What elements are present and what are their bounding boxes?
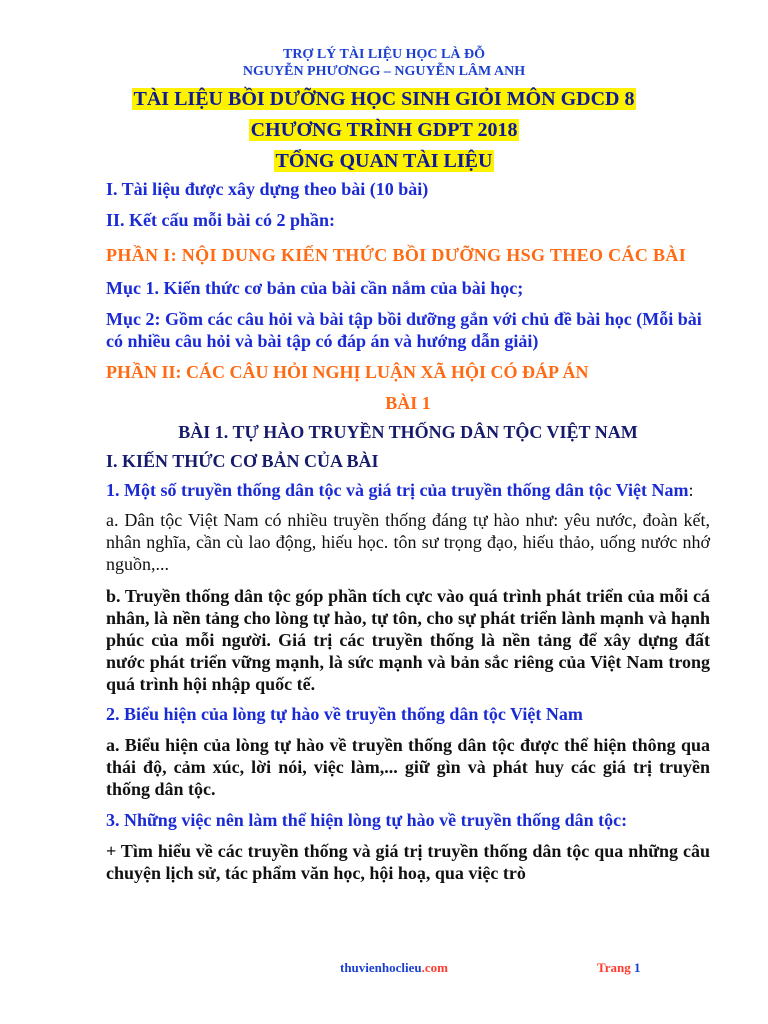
part-2-heading: PHẦN II: CÁC CÂU HỎI NGHỊ LUẬN XÃ HỘI CÓ ĐÁP ÁN	[106, 362, 589, 382]
heading-2: 2. Biểu hiện của lòng tự hào về truyền thống dân tộc Việt Nam	[106, 704, 583, 724]
heading-3: 3. Những việc nên làm thể hiện lòng tự hào về truyền thống dân tộc:	[106, 810, 628, 830]
title-highlight-1: TÀI LIỆU BỒI DƯỠNG HỌC SINH GIỎI MÔN GDCD 8	[133, 88, 635, 110]
paragraph-b: b. Truyền thống dân tộc góp phần tích cực vào quá trình phát triển của mỗi cá nhân, là nền tảng cho lòng tự hào, tự tôn, cho sự phát triển lành mạnh và hạnh phúc của mỗi người. Giá trị các truyền thống là nền tảng để xây dựng đất nước phát triển vững mạnh, là sức mạnh và bản sắc riêng của Việt Nam trong quá trình hội nhập quốc tế.	[106, 586, 710, 694]
title-highlight-3: TỔNG QUAN TÀI LIỆU	[275, 150, 493, 172]
footer-page-label: Trang	[597, 960, 634, 975]
muc-1: Mục 1. Kiến thức cơ bản của bài cần nắm của bài học;	[106, 278, 524, 298]
lesson-title: BÀI 1. TỰ HÀO TRUYỀN THỐNG DÂN TỘC VIỆT NAM	[178, 422, 638, 442]
document-body	[106, 178, 710, 884]
section-heading: I. KIẾN THỨC CƠ BẢN CỦA BÀI	[106, 451, 379, 471]
heading-1-text: 1. Một số truyền thống dân tộc và giá trị của truyền thống dân tộc Việt Nam	[106, 480, 689, 500]
overview-item-2: II. Kết cấu mỗi bài có 2 phần:	[106, 210, 336, 230]
paragraph-a: a. Dân tộc Việt Nam có nhiều truyền thống đáng tự hào như: yêu nước, đoàn kết, nhân nghĩa, cần cù lao động, hiếu học. tôn sư trọng đạo, hiếu thảo, uống nước nhớ nguồn,...	[106, 510, 710, 574]
footer-site-tld: .com	[421, 960, 448, 975]
footer-site[interactable]	[340, 960, 448, 976]
paragraph-3: + Tìm hiểu về các truyền thống và giá trị truyền thống dân tộc qua những câu chuyện lịch sử, tác phẩm văn học, hội hoạ, qua việc trò	[106, 841, 710, 883]
lesson-label: BÀI 1	[385, 393, 431, 413]
program-title	[0, 118, 768, 142]
part-1-heading: PHẦN I: NỘI DUNG KIẾN THỨC BỒI DƯỠNG HSG THEO CÁC BÀI	[106, 245, 687, 265]
overview-item-1: I. Tài liệu được xây dựng theo bài (10 bài)	[106, 179, 429, 199]
heading-1	[106, 479, 710, 501]
author-line-1: TRỢ LÝ TÀI LIỆU HỌC LÀ ĐỖ	[282, 47, 485, 62]
title-highlight-2: CHƯƠNG TRÌNH GDPT 2018	[250, 119, 518, 141]
author-line-2: NGUYỄN PHƯƠNGG – NGUYỄN LÂM ANH	[242, 64, 526, 79]
heading-1-colon: :	[688, 480, 694, 500]
document-title	[0, 87, 768, 111]
footer-page	[597, 960, 640, 976]
footer-site-name: thuvienhoclieu	[340, 960, 422, 975]
paragraph-2a: a. Biểu hiện của lòng tự hào về truyền thống dân tộc được thể hiện thông qua thái độ, cảm xúc, lời nói, việc làm,... giữ gìn và phát huy các giá trị truyền thống dân tộc.	[106, 735, 710, 799]
muc-2: Mục 2: Gồm các câu hỏi và bài tập bồi dưỡng gắn với chủ đề bài học (Mỗi bài có nhiều câu hỏi và bài tập có đáp án và hướng dẫn giải)	[106, 309, 702, 351]
footer-page-number: 1	[633, 960, 641, 975]
overview-title	[0, 149, 768, 173]
